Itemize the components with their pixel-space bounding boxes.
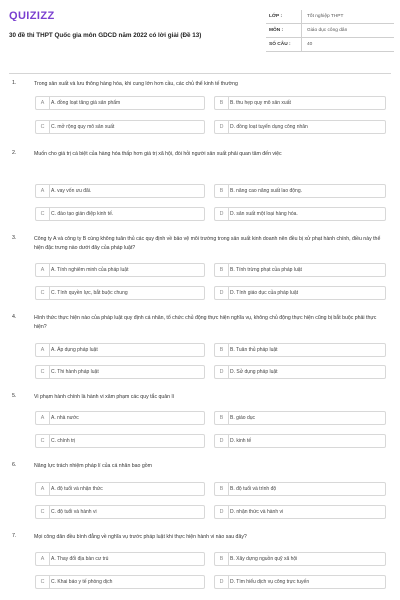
- option-text: B. thu hẹp quy mô sản xuất: [230, 100, 291, 106]
- option-text: A. vay vốn ưu đãi.: [51, 188, 92, 194]
- option-letter: D: [215, 366, 229, 378]
- option-letter: B: [215, 412, 229, 424]
- option-text: C. Khai báo y tế phòng dịch: [51, 579, 113, 585]
- question-text: Năng lực trách nhiệm pháp lí của cá nhân bao gồm: [34, 463, 152, 469]
- option-b[interactable]: [214, 184, 386, 198]
- option-a[interactable]: [35, 552, 205, 566]
- option-a[interactable]: [35, 482, 205, 496]
- option-letter: B: [215, 264, 229, 276]
- option-d[interactable]: [214, 286, 386, 300]
- option-letter: C: [36, 208, 50, 220]
- option-letter: A: [36, 185, 50, 197]
- header-divider: [9, 73, 391, 74]
- option-b[interactable]: [214, 482, 386, 496]
- question-number: 6.: [12, 462, 17, 468]
- option-letter: B: [215, 97, 229, 109]
- option-text: A. đồng loạt tăng giá sản phẩm: [51, 100, 121, 106]
- option-text: D. kinh tế: [230, 438, 252, 444]
- option-letter: A: [36, 344, 50, 356]
- option-text: A. Tính nghiêm minh của pháp luật: [51, 267, 129, 273]
- option-text: B. Tuân thủ pháp luật: [230, 347, 278, 353]
- question-number: 1.: [12, 80, 17, 86]
- option-b[interactable]: [214, 343, 386, 357]
- option-letter: D: [215, 506, 229, 518]
- option-a[interactable]: [35, 184, 205, 198]
- option-d[interactable]: [214, 434, 386, 448]
- option-a[interactable]: [35, 411, 205, 425]
- option-text: A. độ tuổi và nhận thức: [51, 486, 103, 492]
- option-text: A. Áp dụng pháp luật: [51, 347, 98, 353]
- question-number: 5.: [12, 393, 17, 399]
- option-text: D. sản xuất một loại hàng hóa.: [230, 211, 298, 217]
- svg-text:QUIZIZZ: QUIZIZZ: [9, 10, 55, 21]
- option-letter: B: [215, 483, 229, 495]
- option-letter: D: [215, 121, 229, 133]
- option-a[interactable]: [35, 263, 205, 277]
- option-text: D. Sử dụng pháp luật: [230, 369, 278, 375]
- option-text: C. mở rộng quy mô sản xuất: [51, 124, 115, 130]
- option-d[interactable]: [214, 120, 386, 134]
- question-text: Công ty A và công ty B cùng không tuân thủ các quy định về bảo vệ môi trường trong sản xuất kinh doanh nên đều bị xử phạt hành chính, điều này thể hiện đặc trưng nào dưới đây của pháp luật?: [34, 236, 381, 251]
- option-letter: D: [215, 287, 229, 299]
- meta-value: 40: [302, 38, 395, 52]
- option-c[interactable]: [35, 505, 205, 519]
- question-number: 2.: [12, 150, 17, 156]
- question-text: Mọi công dân đều bình đẳng về nghĩa vụ trước pháp luật khi thực hiện hành vi nào sau đây?: [34, 534, 247, 540]
- option-c[interactable]: [35, 120, 205, 134]
- option-d[interactable]: [214, 365, 386, 379]
- option-a[interactable]: [35, 343, 205, 357]
- meta-row-class: [266, 10, 394, 24]
- option-c[interactable]: [35, 575, 205, 589]
- option-text: A. Thay đổi địa bàn cư trú: [51, 556, 109, 562]
- question-number: 7.: [12, 533, 17, 539]
- question-text: Trong sản xuất và lưu thông hàng hóa, khi cung lớn hơn cầu, các chủ thể kinh tế thường: [34, 81, 238, 87]
- question-number: 3.: [12, 235, 17, 241]
- meta-value: Tốt nghiệp THPT: [302, 10, 395, 24]
- option-b[interactable]: [214, 263, 386, 277]
- option-letter: C: [36, 287, 50, 299]
- option-a[interactable]: [35, 96, 205, 110]
- option-letter: B: [215, 553, 229, 565]
- option-text: C. chính trị: [51, 438, 76, 444]
- option-text: B. Xây dựng nguồn quỹ xã hội: [230, 556, 298, 562]
- meta-row-subject: [266, 24, 394, 38]
- meta-key: SỐ CÂU :: [266, 38, 302, 52]
- option-d[interactable]: [214, 575, 386, 589]
- option-text: C. Thi hành pháp luật: [51, 369, 99, 375]
- option-text: B. Tính trừng phạt của pháp luật: [230, 267, 302, 273]
- option-letter: A: [36, 264, 50, 276]
- option-text: C. Tính quyền lực, bắt buộc chung: [51, 290, 128, 296]
- meta-value: Giáo dục công dân: [302, 24, 395, 38]
- meta-table: [266, 10, 394, 52]
- option-letter: D: [215, 576, 229, 588]
- option-letter: A: [36, 553, 50, 565]
- option-letter: C: [36, 435, 50, 447]
- question-text: Vi phạm hành chính là hành vi xâm phạm các quy tắc quản lí: [34, 394, 175, 400]
- meta-row-count: [266, 38, 394, 52]
- option-b[interactable]: [214, 552, 386, 566]
- option-text: B. độ tuổi và trình độ: [230, 486, 277, 492]
- option-letter: D: [215, 435, 229, 447]
- option-letter: C: [36, 576, 50, 588]
- option-letter: A: [36, 483, 50, 495]
- option-letter: C: [36, 121, 50, 133]
- option-text: A. nhà nước: [51, 415, 79, 421]
- option-letter: D: [215, 208, 229, 220]
- option-text: B. nâng cao năng suất lao động.: [230, 188, 303, 194]
- option-text: D. Tính giáo dục của pháp luật: [230, 290, 299, 296]
- option-letter: A: [36, 97, 50, 109]
- option-text: C. đào tạo gián điệp kinh tế.: [51, 211, 114, 217]
- quizizz-logo: [9, 9, 69, 21]
- option-text: B. giáo dục: [230, 415, 256, 421]
- option-d[interactable]: [214, 207, 386, 221]
- option-c[interactable]: [35, 365, 205, 379]
- option-c[interactable]: [35, 286, 205, 300]
- option-c[interactable]: [35, 434, 205, 448]
- option-letter: A: [36, 412, 50, 424]
- option-text: D. đồng loạt tuyển dụng công nhân: [230, 124, 308, 130]
- option-b[interactable]: [214, 96, 386, 110]
- option-letter: C: [36, 506, 50, 518]
- option-c[interactable]: [35, 207, 205, 221]
- option-letter: B: [215, 344, 229, 356]
- question-text: Muốn cho giá trị cá biệt của hàng hóa thấp hơn giá trị xã hội, đòi hỏi người sản xuất phải quan tâm đến việc: [34, 151, 282, 157]
- option-text: C. độ tuổi và hành vi: [51, 509, 97, 515]
- option-text: D. nhận thức và hành vi: [230, 509, 284, 515]
- meta-key: MÔN :: [266, 24, 302, 38]
- option-d[interactable]: [214, 505, 386, 519]
- option-text: D. Tìm hiểu dịch vụ công trực tuyến: [230, 579, 310, 585]
- meta-key: LỚP :: [266, 10, 302, 24]
- question-text: Hình thức thực hiện nào của pháp luật quy định cá nhân, tổ chức chủ động thực hiện nghĩa vụ, không chủ động thực hiện cũng bị bắt buộc phải thực hiện?: [34, 315, 377, 330]
- page-title: 30 đề thi THPT Quốc gia môn GDCD năm 2022 có lời giải (Đề 13): [9, 32, 202, 39]
- option-b[interactable]: [214, 411, 386, 425]
- question-number: 4.: [12, 314, 17, 320]
- option-letter: C: [36, 366, 50, 378]
- option-letter: B: [215, 185, 229, 197]
